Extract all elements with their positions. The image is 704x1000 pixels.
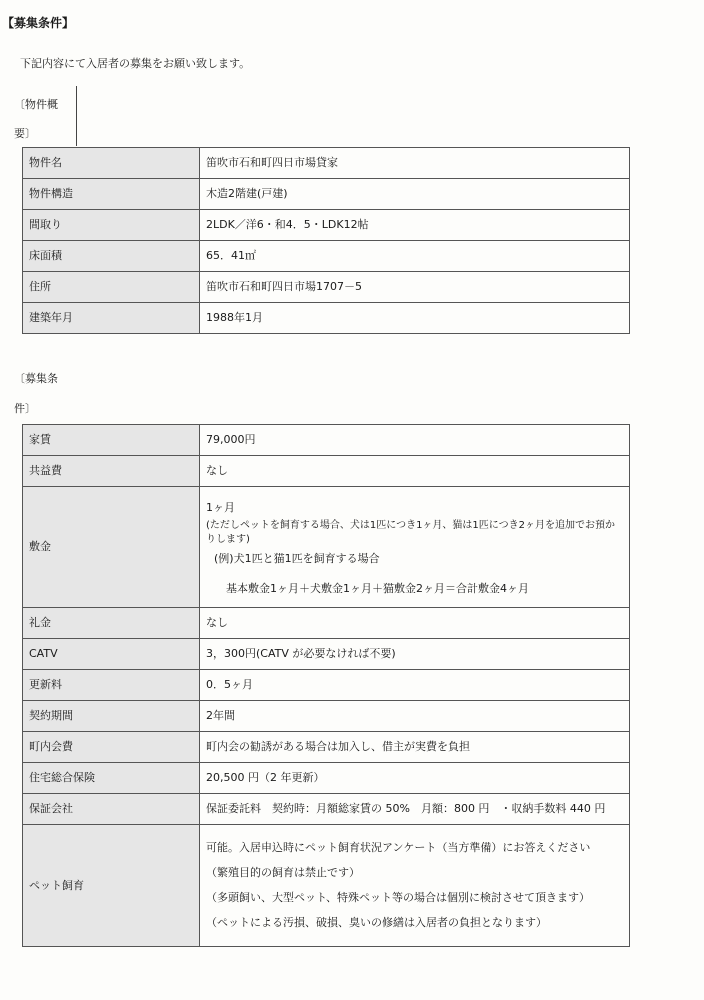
table-row [23, 487, 630, 608]
table-row [23, 763, 630, 794]
rent-label: 家賃 [23, 425, 200, 456]
pet-line-1: 可能。入居申込時にペット飼育状況アンケート（当方準備）にお答えください [206, 841, 591, 855]
contract-period-label: 契約期間 [23, 701, 200, 732]
deposit-example: (例)犬1匹と猫1匹を飼育する場合 [214, 552, 380, 566]
table-row [23, 456, 630, 487]
common-fee-value: なし [200, 456, 630, 487]
pet-line-4: （ペットによる汚損、破損、臭いの修繕は入居者の負担となります） [206, 915, 547, 929]
table-row [23, 794, 630, 825]
key-money-label: 礼金 [23, 608, 200, 639]
table-row [23, 670, 630, 701]
structure-label: 物件構造 [23, 179, 200, 210]
catv-value: 3，300円(CATV が必要なければ不要) [200, 639, 630, 670]
table-row [23, 148, 630, 179]
renewal-fee-value: 0．5ヶ月 [200, 670, 630, 701]
deposit-label: 敷金 [23, 487, 200, 608]
table-row [23, 272, 630, 303]
renewal-fee-label: 更新料 [23, 670, 200, 701]
address-value: 笛吹市石和町四日市場1707－5 [200, 272, 630, 303]
page-heading: 【募集条件】 [2, 16, 75, 30]
property-name-value: 笛吹市石和町四日市場貸家 [200, 148, 630, 179]
neighborhood-fee-value: 町内会の勧誘がある場合は加入し、借主が実費を負担 [200, 732, 630, 763]
structure-value: 木造2階建(戸建) [200, 179, 630, 210]
pet-label: ペット飼育 [23, 825, 200, 947]
pet-line-2: （繁殖目的の飼育は禁止です） [206, 866, 360, 880]
insurance-value: 20,500 円（2 年更新） [200, 763, 630, 794]
table-row [23, 210, 630, 241]
intro-text: 下記内容にて入居者の募集をお願い致します。 [20, 57, 251, 70]
section1-title-part1: 〔物件概 [14, 98, 58, 111]
guarantee-company-value: 保証委託料 契約時：月額総家賃の 50% 月額：800 円 ・収納手数料 440 円 [200, 794, 630, 825]
insurance-label: 住宅総合保険 [23, 763, 200, 794]
deposit-value [200, 487, 630, 608]
table-row [23, 303, 630, 334]
table-row [23, 639, 630, 670]
table-row [23, 241, 630, 272]
table-row [23, 825, 630, 947]
table-row [23, 179, 630, 210]
built-date-value: 1988年1月 [200, 303, 630, 334]
deposit-base: 1ヶ月 [206, 501, 235, 515]
pet-value [200, 825, 630, 947]
table-row [23, 608, 630, 639]
floor-area-label: 床面積 [23, 241, 200, 272]
layout-label: 間取り [23, 210, 200, 241]
address-label: 住所 [23, 272, 200, 303]
floor-area-value: 65．41㎡ [200, 241, 630, 272]
table-row [23, 732, 630, 763]
rent-value: 79,000円 [200, 425, 630, 456]
common-fee-label: 共益費 [23, 456, 200, 487]
section2-title-part2: 件〕 [14, 402, 36, 415]
property-name-label: 物件名 [23, 148, 200, 179]
pet-line-3: （多頭飼い、大型ペット、特殊ペット等の場合は個別に検討させて頂きます） [206, 891, 591, 904]
deposit-calculation: 基本敷金1ヶ月＋犬敷金1ヶ月＋猫敷金2ヶ月＝合計敷金4ヶ月 [226, 581, 529, 595]
catv-label: CATV [23, 639, 200, 670]
table-row [23, 701, 630, 732]
section2-title-part1: 〔募集条 [14, 372, 58, 385]
property-overview-table [22, 147, 630, 334]
neighborhood-fee-label: 町内会費 [23, 732, 200, 763]
section-divider-line [76, 86, 77, 146]
layout-value: 2LDK／洋6・和4．5・LDK12帖 [200, 210, 630, 241]
key-money-value: なし [200, 608, 630, 639]
contract-period-value: 2年間 [200, 701, 630, 732]
deposit-note: (ただしペットを飼育する場合、犬は1匹につき1ヶ月、猫は1匹につき2ヶ月を追加でお預かりします) [206, 520, 615, 546]
table-row [23, 425, 630, 456]
recruitment-terms-table [22, 424, 630, 947]
section1-title-part2: 要〕 [14, 127, 36, 140]
built-date-label: 建築年月 [23, 303, 200, 334]
guarantee-company-label: 保証会社 [23, 794, 200, 825]
